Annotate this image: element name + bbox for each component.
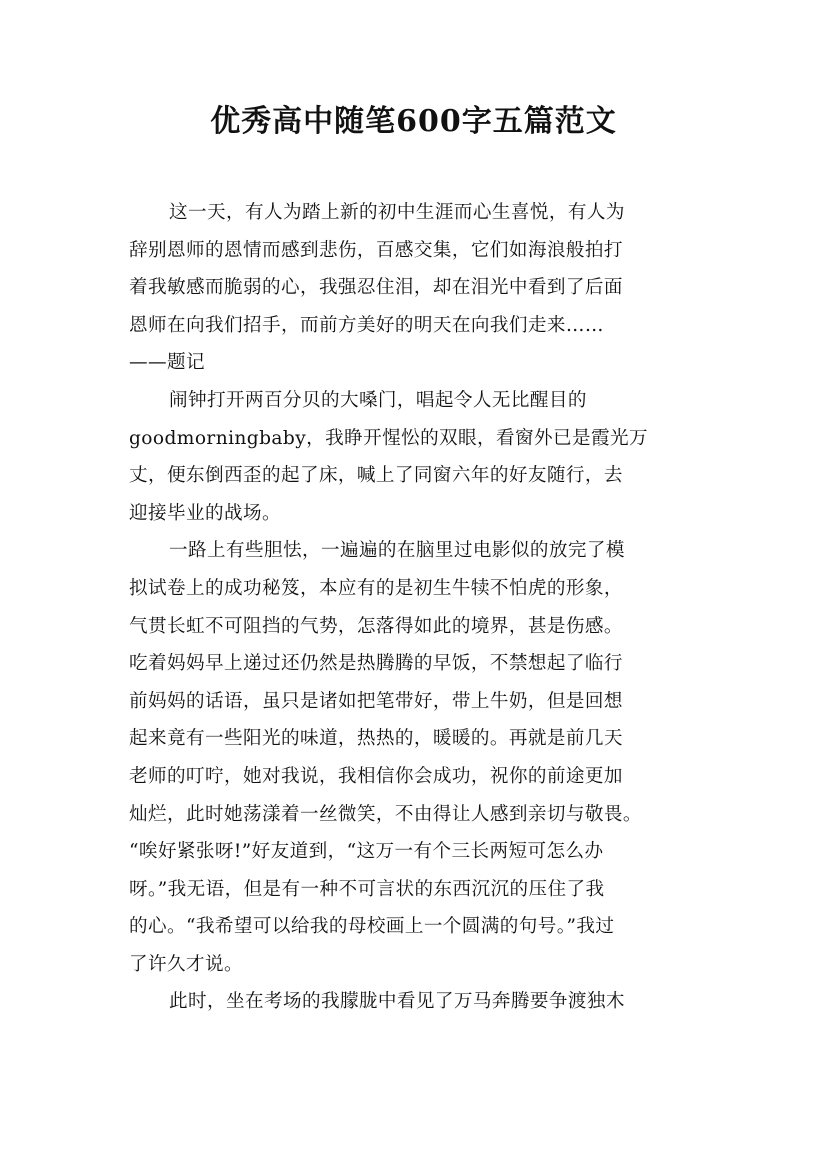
text-line: 此时，坐在考场的我朦胧中看见了万马奔腾要争渡独木 (169, 991, 625, 1013)
text-line: 着我敏感而脆弱的心，我强忍住泪，却在泪光中看到了后面 (129, 277, 623, 299)
text-line: 的心。“我希望可以给我的母校画上一个圆满的句号。”我过 (129, 916, 615, 938)
text-line: ——题记 (129, 352, 205, 374)
text-line: 老师的叮咛，她对我说，我相信你会成功，祝你的前途更加 (129, 765, 623, 787)
text-line: 灿烂，此时她荡漾着一丝微笑，不由得让人感到亲切与敬畏。 (129, 803, 642, 825)
document-body (129, 194, 703, 1021)
text-line: “唉好紧张呀!”好友道到，“这万一有个三长两短可怎么办 (129, 841, 604, 863)
text-line: 吃着妈妈早上递过还仍然是热腾腾的早饭，不禁想起了临行 (129, 653, 623, 675)
text-line: 丈，便东倒西歪的起了床，喊上了同窗六年的好友随行，去 (129, 465, 623, 487)
text-line: 呀。”我无语，但是有一种不可言状的东西沉沉的压住了我 (129, 878, 605, 900)
text-line: 辞别恩师的恩情而感到悲伤，百感交集，它们如海浪般拍打 (129, 239, 623, 261)
text-line: 这一天，有人为踏上新的初中生涯而心生喜悦，有人为 (169, 202, 625, 223)
text-line: 闹钟打开两百分贝的大嗓门，唱起令人无比醒目的 (169, 389, 587, 411)
text-line: 前妈妈的话语，虽只是诸如把笔带好，带上牛奶，但是回想 (129, 690, 623, 712)
text-line: 了许久才说。 (129, 953, 243, 975)
text-line: goodmorningbaby，我睁开惺忪的双眼，看窗外已是霞光万 (129, 427, 648, 449)
document-title: 优秀高中随笔600字五篇范文 (210, 104, 617, 139)
text-line: 拟试卷上的成功秘笈，本应有的是初生牛犊不怕虎的形象， (129, 577, 623, 599)
text-line: 迎接毕业的战场。 (129, 502, 281, 524)
text-line: 恩师在向我们招手，而前方美好的明天在向我们走来…… (129, 314, 604, 336)
text-line: 一路上有些胆怯，一遍遍的在脑里过电影似的放完了模 (169, 540, 625, 562)
text-line: 起来竟有一些阳光的味道，热热的，暖暖的。再就是前几天 (129, 728, 623, 750)
text-line: 气贯长虹不可阻挡的气势，怎落得如此的境界，甚是伤感。 (129, 615, 623, 637)
